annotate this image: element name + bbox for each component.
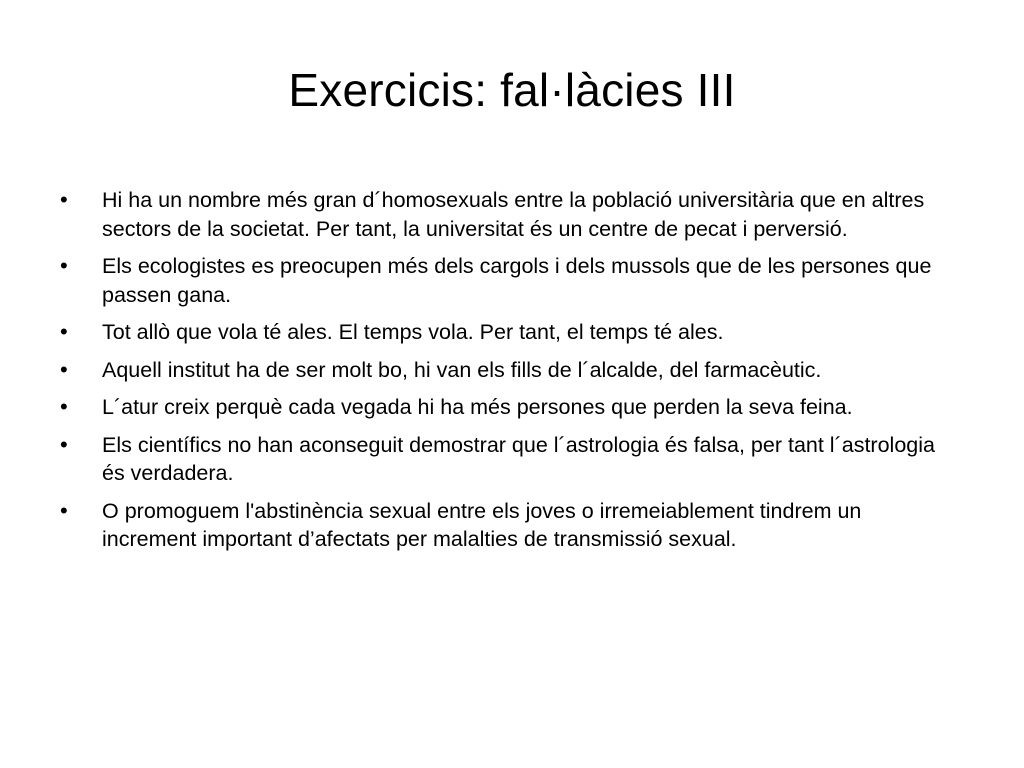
bullet-icon: • [60, 187, 68, 212]
slide-title: Exercicis: fal·làcies III [288, 64, 736, 116]
bullet-icon: • [60, 431, 68, 457]
list-item [60, 252, 960, 309]
bullet-text: L´atur creix perquè cada vegada hi ha més persones que perden la seva feina. [102, 395, 853, 419]
bullet-icon: • [60, 253, 68, 278]
list-item [60, 318, 960, 347]
bullet-text: Aquell institut ha de ser molt bo, hi van els fills de l´alcalde, del farmacèutic. [102, 357, 822, 382]
bullet-icon: • [60, 319, 68, 344]
bullet-icon: • [60, 497, 68, 523]
list-item [60, 431, 960, 488]
bullet-text: Tot allò que vola té ales. El temps vola. Per tant, el temps té ales. [102, 320, 724, 344]
bullet-list [60, 186, 960, 563]
bullet-text: O promoguem l'abstinència sexual entre els joves o irremeiablement tindrem un increment important d’afectats per malalties de transmissió sexual. [102, 498, 862, 551]
list-item [60, 356, 960, 385]
bullet-icon: • [60, 394, 68, 419]
bullet-text: Els ecologistes es preocupen més dels cargols i dels mussols que de les persones que passen gana. [102, 254, 932, 307]
bullet-text: Els científics no han aconseguit demostrar que l´astrologia és falsa, per tant l´astrologia és verdadera. [102, 432, 935, 485]
list-item [60, 186, 960, 243]
bullet-icon: • [60, 356, 68, 382]
list-item [60, 497, 960, 554]
bullet-text: Hi ha un nombre més gran d´homosexuals entre la població universitària que en altres sectors de la societat. Per tant, la universitat és un centre de pecat i perversió. [102, 188, 925, 241]
list-item [60, 393, 960, 422]
